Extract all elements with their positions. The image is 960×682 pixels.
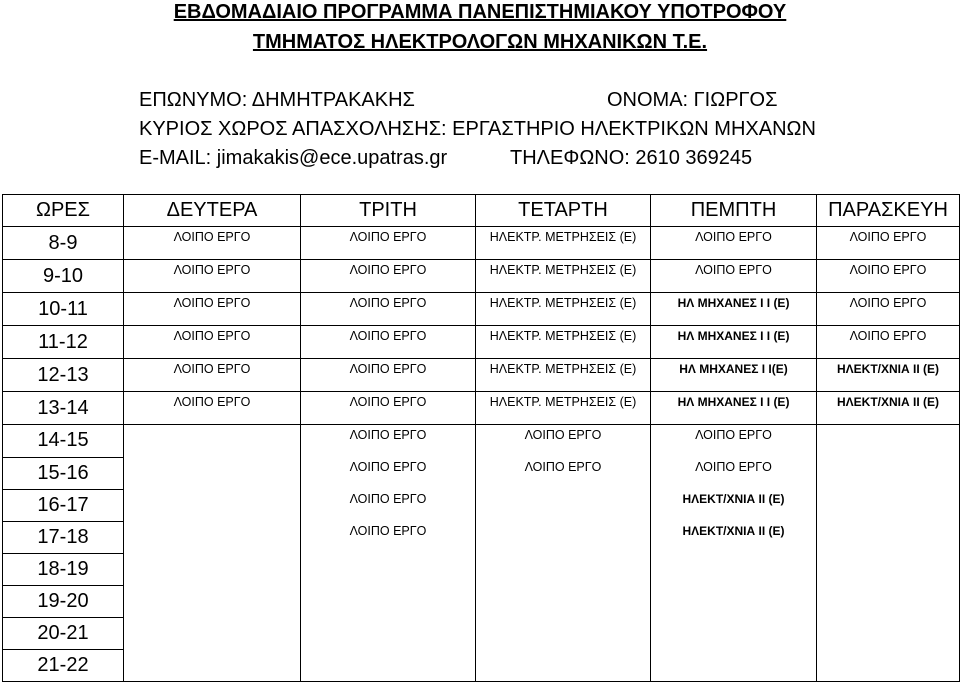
- schedule-cell-tuesday: ΛΟΙΠΟ ΕΡΓΟ: [301, 227, 476, 260]
- schedule-cell-monday: [124, 457, 301, 489]
- schedule-cell-friday: ΛΟΙΠΟ ΕΡΓΟ: [817, 293, 960, 326]
- schedule-cell-friday: [817, 585, 960, 617]
- schedule-cell-monday: [124, 617, 301, 649]
- hour-cell: 13-14: [3, 392, 124, 425]
- schedule-cell-thursday: [651, 617, 817, 649]
- schedule-cell-thursday: ΗΛ ΜΗΧΑΝΕΣ Ι Ι (Ε): [651, 326, 817, 359]
- column-header-thursday: ΠΕΜΠΤΗ: [651, 195, 817, 227]
- schedule-cell-monday: [124, 649, 301, 682]
- hour-cell: 18-19: [3, 553, 124, 585]
- schedule-cell-monday: [124, 425, 301, 458]
- table-row: [3, 521, 960, 553]
- schedule-cell-wednesday: [476, 553, 651, 585]
- name-field: ΟΝΟΜΑ: ΓΙΩΡΓΟΣ: [607, 89, 778, 111]
- hour-cell: 21-22: [3, 649, 124, 682]
- schedule-cell-wednesday: ΗΛΕΚΤΡ. ΜΕΤΡΗΣΕΙΣ (Ε): [476, 392, 651, 425]
- hour-cell: 11-12: [3, 326, 124, 359]
- schedule-cell-monday: ΛΟΙΠΟ ΕΡΓΟ: [124, 260, 301, 293]
- schedule-cell-wednesday: ΗΛΕΚΤΡ. ΜΕΤΡΗΣΕΙΣ (Ε): [476, 359, 651, 392]
- table-row: [3, 260, 960, 293]
- table-row: [3, 553, 960, 585]
- schedule-cell-wednesday: ΛΟΙΠΟ ΕΡΓΟ: [476, 425, 651, 458]
- schedule-cell-tuesday: [301, 649, 476, 682]
- table-row: [3, 359, 960, 392]
- schedule-cell-friday: [817, 649, 960, 682]
- schedule-cell-friday: ΛΟΙΠΟ ΕΡΓΟ: [817, 260, 960, 293]
- column-header-wednesday: ΤΕΤΑΡΤΗ: [476, 195, 651, 227]
- title-line-2: ΤΜΗΜΑΤΟΣ ΗΛΕΚΤΡΟΛΟΓΩΝ ΜΗΧΑΝΙΚΩΝ Τ.Ε.: [252, 31, 708, 53]
- table-row: [3, 326, 960, 359]
- table-row: [3, 227, 960, 260]
- workplace-field: ΚΥΡΙΟΣ ΧΩΡΟΣ ΑΠΑΣΧΟΛΗΣΗΣ: ΕΡΓΑΣΤΗΡΙΟ ΗΛΕΚΤΡΙΚΩΝ ΜΗΧΑΝΩΝ: [139, 118, 816, 140]
- schedule-cell-thursday: [651, 649, 817, 682]
- hour-cell: 20-21: [3, 617, 124, 649]
- schedule-cell-friday: ΛΟΙΠΟ ΕΡΓΟ: [817, 227, 960, 260]
- schedule-cell-wednesday: [476, 617, 651, 649]
- table-row: [3, 457, 960, 489]
- schedule-cell-wednesday: [476, 521, 651, 553]
- schedule-cell-thursday: ΗΛ ΜΗΧΑΝΕΣ Ι Ι(Ε): [651, 359, 817, 392]
- schedule-cell-friday: [817, 553, 960, 585]
- schedule-cell-friday: ΗΛΕΚΤ/ΧΝΙΑ ΙΙ (Ε): [817, 392, 960, 425]
- schedule-cell-tuesday: ΛΟΙΠΟ ΕΡΓΟ: [301, 392, 476, 425]
- schedule-header-row: [3, 195, 960, 227]
- schedule-cell-tuesday: [301, 553, 476, 585]
- schedule-cell-monday: ΛΟΙΠΟ ΕΡΓΟ: [124, 392, 301, 425]
- schedule-cell-thursday: [651, 585, 817, 617]
- hour-cell: 19-20: [3, 585, 124, 617]
- table-row: [3, 392, 960, 425]
- hour-cell: 9-10: [3, 260, 124, 293]
- schedule-table: [2, 194, 960, 682]
- table-row: [3, 585, 960, 617]
- hour-cell: 16-17: [3, 489, 124, 521]
- email-field: E-MAIL: jimakakis@ece.upatras.gr: [139, 147, 448, 169]
- column-header-hours: ΩΡΕΣ: [3, 195, 124, 227]
- schedule-cell-tuesday: ΛΟΙΠΟ ΕΡΓΟ: [301, 521, 476, 553]
- table-row: [3, 425, 960, 458]
- schedule-cell-tuesday: ΛΟΙΠΟ ΕΡΓΟ: [301, 359, 476, 392]
- schedule-cell-tuesday: ΛΟΙΠΟ ΕΡΓΟ: [301, 457, 476, 489]
- hour-cell: 12-13: [3, 359, 124, 392]
- title-line-1: ΕΒΔΟΜΑΔΙΑΙΟ ΠΡΟΓΡΑΜΜΑ ΠΑΝΕΠΙΣΤΗΜΙΑΚΟΥ ΥΠΟΤΡΟΦΟΥ: [173, 1, 787, 23]
- schedule-cell-tuesday: [301, 617, 476, 649]
- schedule-cell-wednesday: ΗΛΕΚΤΡ. ΜΕΤΡΗΣΕΙΣ (Ε): [476, 227, 651, 260]
- schedule-cell-thursday: ΗΛΕΚΤ/ΧΝΙΑ ΙΙ (Ε): [651, 489, 817, 521]
- hour-cell: 17-18: [3, 521, 124, 553]
- schedule-cell-thursday: [651, 553, 817, 585]
- schedule-cell-monday: ΛΟΙΠΟ ΕΡΓΟ: [124, 293, 301, 326]
- schedule-cell-friday: [817, 457, 960, 489]
- column-header-tuesday: ΤΡΙΤΗ: [301, 195, 476, 227]
- schedule-cell-monday: ΛΟΙΠΟ ΕΡΓΟ: [124, 227, 301, 260]
- schedule-cell-monday: [124, 553, 301, 585]
- schedule-cell-monday: [124, 489, 301, 521]
- schedule-cell-thursday: ΗΛΕΚΤ/ΧΝΙΑ ΙΙ (Ε): [651, 521, 817, 553]
- column-header-friday: ΠΑΡΑΣΚΕΥΗ: [817, 195, 960, 227]
- schedule-cell-tuesday: [301, 585, 476, 617]
- schedule-cell-wednesday: ΗΛΕΚΤΡ. ΜΕΤΡΗΣΕΙΣ (Ε): [476, 326, 651, 359]
- surname-field: ΕΠΩΝΥΜΟ: ΔΗΜΗΤΡΑΚΑΚΗΣ: [139, 89, 415, 111]
- schedule-cell-wednesday: [476, 489, 651, 521]
- schedule-cell-friday: [817, 521, 960, 553]
- schedule-cell-wednesday: ΛΟΙΠΟ ΕΡΓΟ: [476, 457, 651, 489]
- schedule-cell-wednesday: ΗΛΕΚΤΡ. ΜΕΤΡΗΣΕΙΣ (Ε): [476, 293, 651, 326]
- table-row: [3, 293, 960, 326]
- schedule-cell-tuesday: ΛΟΙΠΟ ΕΡΓΟ: [301, 489, 476, 521]
- hour-cell: 10-11: [3, 293, 124, 326]
- schedule-cell-tuesday: ΛΟΙΠΟ ΕΡΓΟ: [301, 260, 476, 293]
- schedule-cell-thursday: ΛΟΙΠΟ ΕΡΓΟ: [651, 425, 817, 458]
- schedule-cell-friday: [817, 489, 960, 521]
- table-row: [3, 617, 960, 649]
- schedule-cell-wednesday: ΗΛΕΚΤΡ. ΜΕΤΡΗΣΕΙΣ (Ε): [476, 260, 651, 293]
- table-row: [3, 489, 960, 521]
- schedule-cell-wednesday: [476, 585, 651, 617]
- schedule-cell-tuesday: ΛΟΙΠΟ ΕΡΓΟ: [301, 293, 476, 326]
- schedule-cell-monday: [124, 521, 301, 553]
- schedule-cell-wednesday: [476, 649, 651, 682]
- schedule-cell-friday: ΛΟΙΠΟ ΕΡΓΟ: [817, 326, 960, 359]
- schedule-cell-monday: ΛΟΙΠΟ ΕΡΓΟ: [124, 359, 301, 392]
- schedule-cell-friday: [817, 617, 960, 649]
- hour-cell: 15-16: [3, 457, 124, 489]
- schedule-cell-monday: [124, 585, 301, 617]
- schedule-cell-friday: ΗΛΕΚΤ/ΧΝΙΑ ΙΙ (Ε): [817, 359, 960, 392]
- table-row: [3, 649, 960, 682]
- hour-cell: 8-9: [3, 227, 124, 260]
- schedule-cell-thursday: ΗΛ ΜΗΧΑΝΕΣ Ι Ι (Ε): [651, 392, 817, 425]
- phone-field: ΤΗΛΕΦΩΝΟ: 2610 369245: [510, 147, 753, 169]
- schedule-cell-monday: ΛΟΙΠΟ ΕΡΓΟ: [124, 326, 301, 359]
- schedule-cell-tuesday: ΛΟΙΠΟ ΕΡΓΟ: [301, 326, 476, 359]
- schedule-cell-tuesday: ΛΟΙΠΟ ΕΡΓΟ: [301, 425, 476, 458]
- schedule-cell-thursday: ΛΟΙΠΟ ΕΡΓΟ: [651, 260, 817, 293]
- schedule-cell-friday: [817, 425, 960, 458]
- column-header-monday: ΔΕΥΤΕΡΑ: [124, 195, 301, 227]
- schedule-cell-thursday: ΛΟΙΠΟ ΕΡΓΟ: [651, 457, 817, 489]
- hour-cell: 14-15: [3, 425, 124, 458]
- schedule-cell-thursday: ΗΛ ΜΗΧΑΝΕΣ Ι Ι (Ε): [651, 293, 817, 326]
- schedule-cell-thursday: ΛΟΙΠΟ ΕΡΓΟ: [651, 227, 817, 260]
